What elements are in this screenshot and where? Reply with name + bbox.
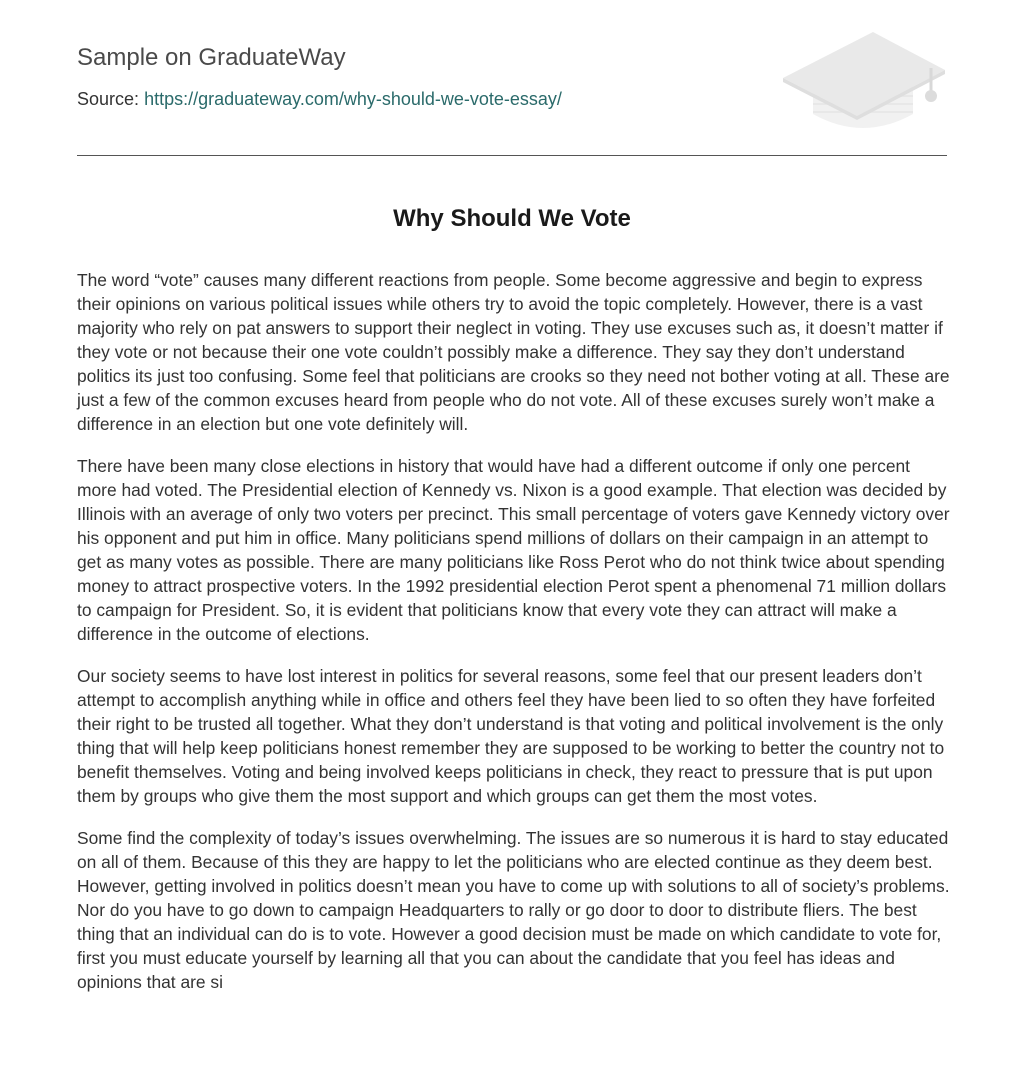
essay-paragraph: The word “vote” causes many different reactions from people. Some become aggressive and begin to express their opinions on various political issues while others try to avoid the topic completely. However, there is a vast majority who rely on pat answers to support their neglect in voting. They use excuses such as, it doesn’t matter if they vote or not because their one vote couldn’t possibly make a difference. They say they don’t understand politics its just too confusing. Some feel that politicians are crooks so they need not bother voting at all. These are just a few of the common excuses heard from people who do not vote. All of these excuses surely won’t make a difference in an election but one vote definitely will. — [77, 270, 950, 434]
header-divider — [77, 155, 947, 156]
essay-paragraph: Some find the complexity of today’s issues overwhelming. The issues are so numerous it is hard to stay educated on all of them. Because of this they are happy to let the politicians who are elected continue as they deem best. However, getting involved in politics doesn’t mean you have to come up with solutions to all of society’s problems. Nor do you have to go down to campaign Headquarters to rally or go door to door to distribute fliers. The best thing that an individual can do is to vote. However a good decision must be made on which candidate to vote for, first you must educate yourself by learning all that you can about the candidate that you feel has ideas and opinions that are si — [77, 828, 950, 992]
essay-paragraph: Our society seems to have lost interest in politics for several reasons, some feel that our present leaders don’t attempt to accomplish anything while in office and others feel they have been lied to so often they have forfeited their right to be trusted all together. What they don’t understand is that voting and political involvement is the only thing that will help keep politicians honest remember they are supposed to be working to better the country not to benefit themselves. Voting and being involved keeps politicians in check, they react to pressure that is put upon them by groups who give them the most support and which groups can get them the most votes. — [77, 666, 945, 806]
page-header — [77, 0, 947, 156]
essay-title: Why Should We Vote — [393, 205, 631, 232]
source-line — [77, 89, 562, 110]
essay-body — [77, 268, 951, 1012]
graduation-cap-icon — [781, 30, 947, 134]
source-label: Source: — [77, 89, 140, 109]
source-link[interactable]: https://graduateway.com/why-should-we-vote-essay/ — [144, 89, 562, 109]
essay-paragraph: There have been many close elections in history that would have had a different outcome if only one percent more had voted. The Presidential election of Kennedy vs. Nixon is a good example. That election was decided by Illinois with an average of only two voters per precinct. This small percentage of voters gave Kennedy victory over his opponent and put him in office. Many politicians spend millions of dollars on their campaign in an attempt to get as many votes as possible. There are many politicians like Ross Perot who do not think twice about spending money to attract prospective voters. In the 1992 presidential election Perot spent a phenomenal 71 million dollars to campaign for President. So, it is evident that politicians know that every vote they can attract will make a difference in the outcome of elections. — [77, 456, 950, 644]
site-title: Sample on GraduateWay — [77, 44, 346, 71]
